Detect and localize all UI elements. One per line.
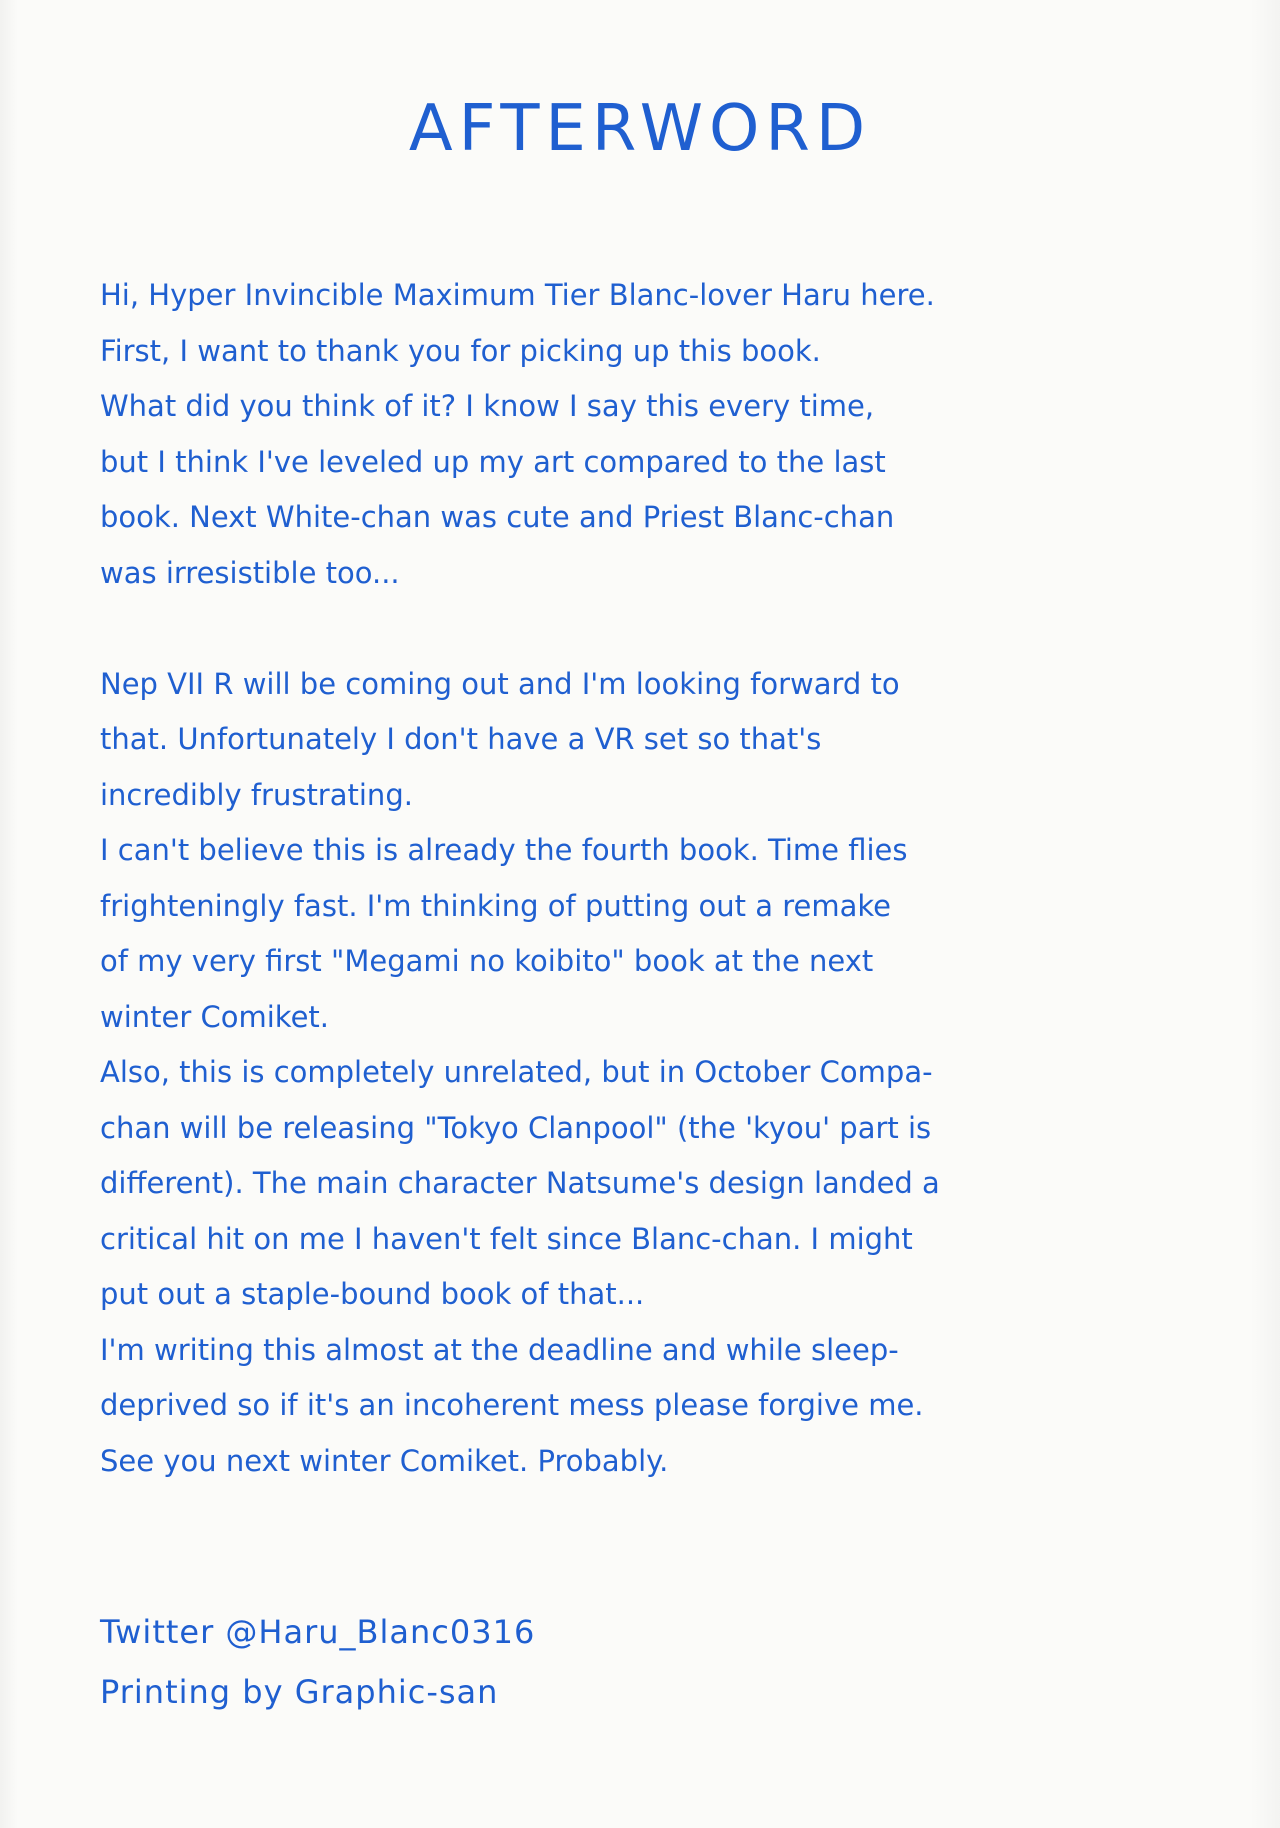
page-title: AFTERWORD: [408, 92, 872, 166]
body-line: deprived so if it's an incoherent mess please forgive me.: [100, 1388, 924, 1422]
body-line: I can't believe this is already the fourth book. Time flies: [100, 833, 908, 867]
body-line: put out a staple-bound book of that...: [100, 1277, 645, 1311]
body-line: incredibly frustrating.: [100, 777, 413, 812]
body-line: Nep VII R will be coming out and I'm looking forward to: [100, 666, 900, 701]
body-line: Hi, Hyper Invincible Maximum Tier Blanc-lover Haru here.: [100, 278, 935, 312]
body-line: First, I want to thank you for picking up this book.: [100, 333, 821, 368]
body-line: frighteningly fast. I'm thinking of putting out a remake: [100, 888, 892, 923]
body-line: was irresistible too...: [100, 555, 400, 590]
body-line: critical hit on me I haven't felt since Blanc-chan. I might: [100, 1221, 913, 1256]
body-line: that. Unfortunately I don't have a VR set so that's: [100, 722, 822, 756]
twitter-handle: Twitter @Haru_Blanc0316: [100, 1613, 536, 1651]
body-line: See you next winter Comiket. Probably.: [100, 1443, 669, 1478]
body-line: Also, this is completely unrelated, but in October Compa-: [100, 1055, 933, 1089]
body-line: but I think I've leveled up my art compared to the last: [100, 444, 886, 479]
body-line: of my very first "Megami no koibito" book at the next: [100, 944, 874, 978]
printing-credit: Printing by Graphic-san: [100, 1673, 499, 1711]
body-line: What did you think of it? I know I say this every time,: [100, 389, 875, 423]
body-line: winter Comiket.: [100, 999, 329, 1034]
body-line: different). The main character Natsume's design landed a: [100, 1166, 940, 1200]
body-line: chan will be releasing "Tokyo Clanpool" (the 'kyou' part is: [100, 1110, 932, 1145]
paragraph-gap: [100, 601, 1160, 657]
body-line: book. Next White-chan was cute and Priest Blanc-chan: [100, 500, 895, 534]
body-line: I'm writing this almost at the deadline and while sleep-: [100, 1332, 899, 1367]
credits: [100, 1602, 1000, 1722]
afterword-body: [100, 268, 1160, 1489]
